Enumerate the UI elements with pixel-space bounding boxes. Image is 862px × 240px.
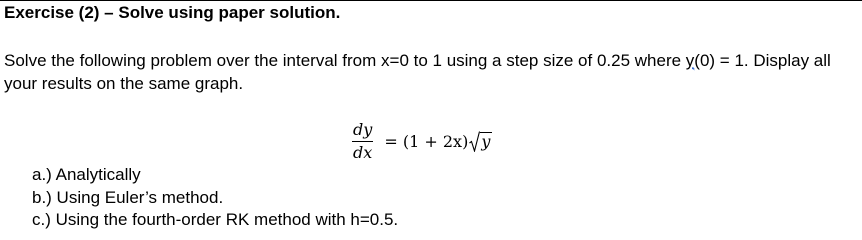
parts-list [32, 164, 398, 232]
part-b: b.) Using Euler’s method. [32, 187, 224, 207]
differential-equation [352, 116, 492, 166]
derivative-fraction [352, 120, 373, 163]
part-c: c.) Using the fourth-order RK method with h=0.5. [32, 210, 399, 229]
radicand: y [481, 131, 491, 151]
fraction-numerator: dy [353, 119, 373, 139]
equals-sign: = [379, 131, 403, 151]
exercise-title: Exercise (2) – Solve using paper solution. [4, 3, 341, 22]
problem-text-end: (0) = 1. Display all your results on the same graph. [4, 51, 831, 93]
factor-term: (1 + 2x) [402, 131, 469, 151]
fraction-denominator: dx [353, 142, 373, 162]
problem-statement [4, 49, 858, 95]
square-root [469, 131, 492, 152]
part-a: a.) Analytically [32, 165, 141, 184]
radical-icon [469, 131, 480, 152]
fraction-bar [352, 141, 373, 142]
problem-text-start: Solve the following problem over the interval from x=0 to 1 using a step size of 0.25 where [4, 51, 686, 70]
equation-rhs [379, 131, 492, 152]
top-rule [0, 0, 862, 1]
y-variable: y [685, 51, 695, 70]
